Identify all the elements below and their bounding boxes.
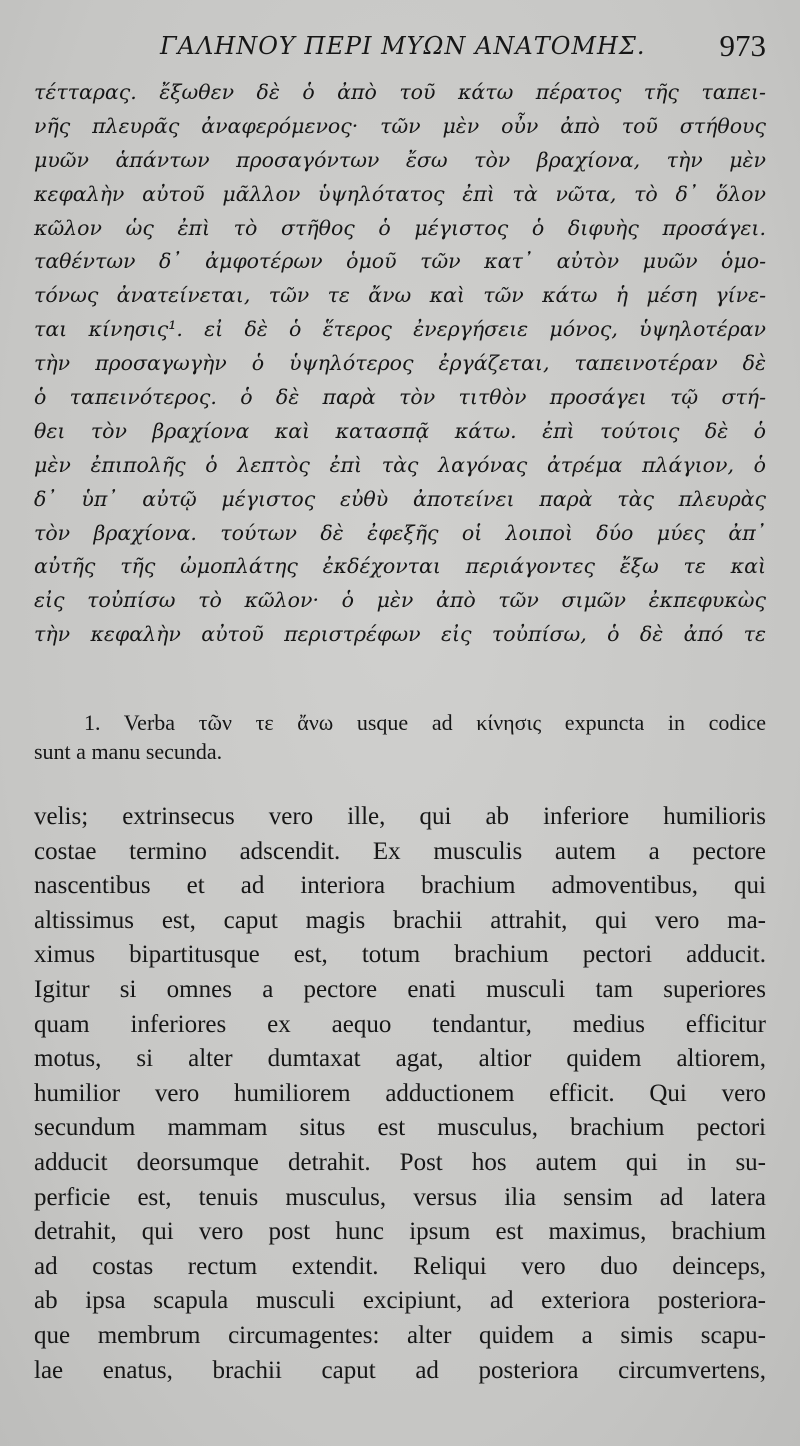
greek-line: τὴν κεφαλὴν αὐτοῦ περιστρέφων εἰς τοὐπίσω, ὁ δὲ ἀπό τε: [34, 622, 766, 647]
greek-line: κῶλον ὡς ἐπὶ τὸ στῆθος ὁ μέγιστος ὁ διφυὴς προσάγει.: [34, 215, 766, 240]
greek-line: θει τὸν βραχίονα καὶ κατασπᾷ κάτω. ἐπὶ τούτοις δὲ ὁ: [34, 418, 766, 443]
latin-line: lae enatus, brachii caput ad posteriora circumvertens,: [34, 1356, 766, 1384]
greek-line: κεφαλὴν αὐτοῦ μᾶλλον ὑψηλότατος ἐπὶ τὰ νῶτα, τὸ δ᾽ ὅλον: [34, 181, 766, 206]
footnote: [34, 708, 766, 766]
greek-line: μυῶν ἁπάντων προσαγόντων ἔσω τὸν βραχίονα, τὴν μὲν: [34, 147, 766, 172]
greek-line: νῆς πλευρᾶς ἀναφερόμενος· τῶν μὲν οὖν ἀπὸ τοῦ στήθους: [34, 113, 766, 138]
latin-line: nascentibus et ad interiora brachium admoventibus, qui: [34, 872, 766, 900]
latin-line: costae termino adscendit. Ex musculis autem a pectore: [34, 837, 766, 865]
greek-line: μὲν ἐπιπολῆς ὁ λεπτὸς ἐπὶ τὰς λαγόνας ἀτρέμα πλάγιον, ὁ: [34, 452, 766, 477]
footnote-line: 1. Verba τῶν τε ἄνω usque ad κίνησις expuncta in codice: [84, 710, 766, 735]
latin-line: ab ipsa scapula musculi excipiunt, ad exteriora posteriora-: [34, 1287, 766, 1315]
greek-line: ταθέντων δ᾽ ἀμφοτέρων ὁμοῦ τῶν κατ᾽ αὐτὸν μυῶν ὁμο-: [34, 249, 766, 274]
latin-line: adducit deorsumque detrahit. Post hos autem qui in su-: [34, 1148, 766, 1176]
latin-line: motus, si alter dumtaxat agat, altior quidem altiorem,: [34, 1045, 766, 1073]
greek-line: δ᾽ ὑπ᾽ αὐτῷ μέγιστος εὐθὺ ἀποτείνει παρὰ τὰς πλευρὰς: [34, 486, 766, 511]
greek-line: τέτταρας. ἔξωθεν δὲ ὁ ἀπὸ τοῦ κάτω πέρατος τῆς ταπει-: [34, 80, 766, 104]
latin-line: ximus bipartitusque est, totum brachium pectori adducit.: [34, 941, 766, 969]
latin-text-block: [34, 800, 766, 1388]
latin-line: altissimus est, caput magis brachii attrahit, qui vero ma-: [34, 906, 766, 934]
greek-text-block: [34, 76, 766, 652]
latin-line: secundum mammam situs est musculus, brachium pectori: [34, 1114, 766, 1142]
footnote-line: sunt a manu secunda.: [34, 739, 223, 764]
latin-line: detrahit, qui vero post hunc ipsum est maximus, brachium: [34, 1218, 766, 1246]
greek-line: ὁ ταπεινότερος. ὁ δὲ παρὰ τὸν τιτθὸν προσάγει τῷ στή-: [34, 385, 766, 410]
latin-line: velis; extrinsecus vero ille, qui ab inferiore humilioris: [34, 803, 766, 830]
greek-line: αὐτῆς τῆς ὠμοπλάτης ἐκδέχονται περιάγοντες ἔξω τε καὶ: [34, 554, 766, 579]
latin-line: Igitur si omnes a pectore enati musculi tam superiores: [34, 975, 766, 1003]
latin-line: que membrum circumagentes: alter quidem a simis scapu-: [34, 1321, 766, 1349]
greek-line: τὸν βραχίονα. τούτων δὲ ἐφεξῆς οἱ λοιποὶ δύο μύες ἀπ᾽: [34, 520, 766, 545]
latin-line: ad costas rectum extendit. Reliqui vero duo deinceps,: [34, 1252, 766, 1280]
running-title: ΓΑΛΗΝΟΥ ΠΕΡΙ ΜΥΩΝ ΑΝΑΤΟΜΗΣ.: [160, 32, 646, 60]
page-number: 973: [719, 28, 766, 63]
running-head: [0, 28, 800, 68]
latin-line: humilior vero humiliorem adductionem efficit. Qui vero: [34, 1079, 766, 1107]
latin-line: perficie est, tenuis musculus, versus ilia sensim ad latera: [34, 1183, 766, 1211]
greek-line: τὴν προσαγωγὴν ὁ ὑψηλότερος ἐργάζεται, ταπεινοτέραν δὲ: [34, 351, 766, 376]
greek-line: τόνως ἀνατείνεται, τῶν τε ἄνω καὶ τῶν κάτω ἡ μέση γίνε-: [34, 283, 766, 308]
greek-line: εἰς τοὐπίσω τὸ κῶλον· ὁ μὲν ἀπὸ τῶν σιμῶν ἐκπεφυκὼς: [34, 588, 766, 613]
greek-line: ται κίνησις¹. εἰ δὲ ὁ ἕτερος ἐνεργήσειε μόνος, ὑψηλοτέραν: [34, 317, 766, 342]
latin-line: quam inferiores ex aequo tendantur, medius efficitur: [34, 1010, 766, 1038]
